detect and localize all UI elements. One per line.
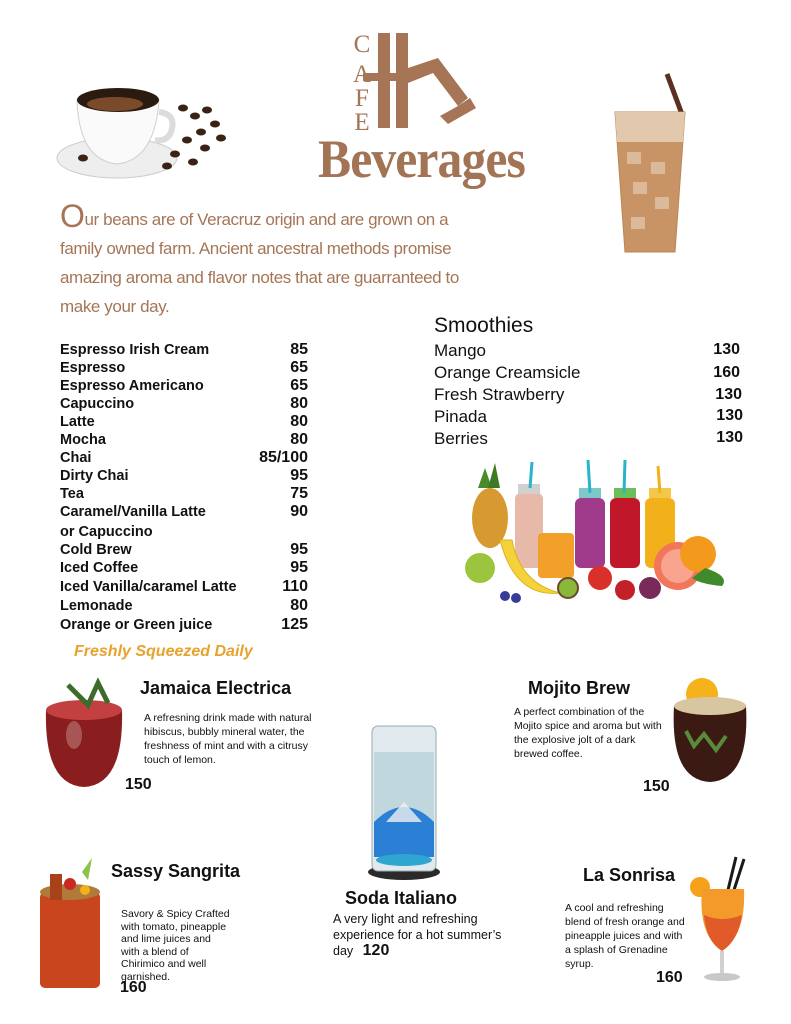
soda-drink-image: [366, 722, 442, 880]
smoothie-price: 130: [713, 341, 740, 358]
smoothie-price: 130: [715, 386, 742, 403]
menu-price: 125: [281, 616, 308, 633]
menu-item: Caramel/Vanilla Latte: [60, 504, 206, 520]
menu-price: 65: [290, 377, 308, 394]
sonrisa-price: 160: [656, 969, 683, 986]
menu-price: 80: [290, 395, 308, 412]
menu-price: 95: [290, 559, 308, 576]
menu-item: Capuccino: [60, 396, 135, 412]
logo-monogram-icon: [318, 28, 518, 138]
soda-price: 120: [362, 942, 390, 959]
menu-price: 95: [290, 541, 308, 558]
smoothie-price: 130: [716, 407, 743, 424]
logo-cafe-letter: C: [353, 31, 371, 58]
smoothie-item: Mango: [434, 341, 486, 360]
smoothie-fruits-image: [460, 458, 735, 606]
fresh-note: Freshly Squeezed Daily: [74, 643, 253, 660]
smoothie-item: Orange Creamsicle: [434, 363, 581, 382]
sonrisa-description: A cool and refreshing blend of fresh orange and pineapple juices and with a splash of Grenadine syrup.: [565, 902, 685, 970]
sonrisa-title: La Sonrisa: [583, 865, 676, 885]
sonrisa-drink-image: [688, 855, 758, 987]
intro-text: ur beans are of Veracruz origin and are grown on a family owned farm. Ancient ancestral methods promise amazing aroma and flavor notes that are guarranteed to make your day.: [60, 210, 459, 316]
menu-price: 65: [290, 359, 308, 376]
menu-price: 85: [290, 341, 308, 358]
menu-item: Iced Coffee: [60, 560, 139, 576]
menu-price: 85/100: [259, 449, 308, 466]
menu-price: 110: [282, 578, 308, 595]
mojito-description: A perfect combination of the Mojito spice and aroma but with the explosive jolt of a dark brewed coffee.: [514, 706, 662, 760]
menu-item: Latte: [60, 414, 95, 430]
menu-item: Mocha: [60, 432, 106, 448]
menu-price: 80: [290, 597, 308, 614]
soda-description: A very light and refreshing experience for a hot summer’s day: [333, 912, 502, 958]
logo-cafe-letter: F: [355, 85, 369, 112]
sangrita-drink-image: [30, 852, 116, 994]
iced-coffee-image: [605, 72, 700, 262]
menu-price: 75: [290, 485, 308, 502]
menu-price: 90: [290, 503, 308, 520]
menu-price: 95: [290, 467, 308, 484]
menu-item: Espresso: [60, 360, 126, 376]
coffee-cup-image: [55, 80, 235, 195]
logo-cafe-letter: A: [352, 61, 372, 88]
menu-item: Iced Vanilla/caramel Latte: [60, 579, 237, 595]
smoothie-item: Pinada: [434, 407, 487, 426]
menu-item: Chai: [60, 450, 92, 466]
sangrita-title: Sassy Sangrita: [111, 861, 241, 881]
smoothie-price: 130: [716, 429, 743, 446]
menu-item: Orange or Green juice: [60, 617, 213, 633]
menu-item: Dirty Chai: [60, 468, 129, 484]
smoothie-item: Berries: [434, 429, 488, 448]
smoothie-price: 160: [713, 364, 740, 381]
menu-item: Espresso Irish Cream: [60, 342, 210, 358]
mojito-drink-image: [664, 676, 756, 786]
menu-item: Tea: [60, 486, 84, 502]
menu-price: 80: [290, 413, 308, 430]
smoothie-item: Fresh Strawberry: [434, 385, 565, 404]
jamaica-price: 150: [125, 776, 152, 793]
menu-item: or Capuccino: [60, 524, 153, 540]
menu-item: Espresso Americano: [60, 378, 204, 394]
soda-title: Soda Italiano: [345, 888, 458, 908]
intro-paragraph: [60, 198, 470, 321]
soda-info: [333, 911, 523, 959]
mojito-price: 150: [643, 778, 670, 795]
intro-dropcap: O: [60, 198, 85, 234]
logo-brand-name: Beverages: [318, 129, 525, 189]
menu-item: Lemonade: [60, 598, 133, 614]
menu-price: 80: [290, 431, 308, 448]
jamaica-title: Jamaica Electrica: [140, 678, 292, 698]
smoothies-heading: Smoothies: [434, 314, 534, 337]
jamaica-description: A refresning drink made with natural hibiscus, bubbly mineral water, the freshness of mint and with a citrusy touch of lemon.: [144, 712, 312, 766]
mojito-title: Mojito Brew: [528, 678, 630, 698]
menu-item: Cold Brew: [60, 542, 132, 558]
sangrita-description: Savory & Spicy Crafted with tomato, pineapple and lime juices and with a blend of Chirimico and well garnished.: [121, 908, 230, 983]
logo-cafe-letter: E: [354, 109, 370, 136]
jamaica-drink-image: [38, 675, 130, 793]
sangrita-price: 160: [120, 979, 147, 996]
